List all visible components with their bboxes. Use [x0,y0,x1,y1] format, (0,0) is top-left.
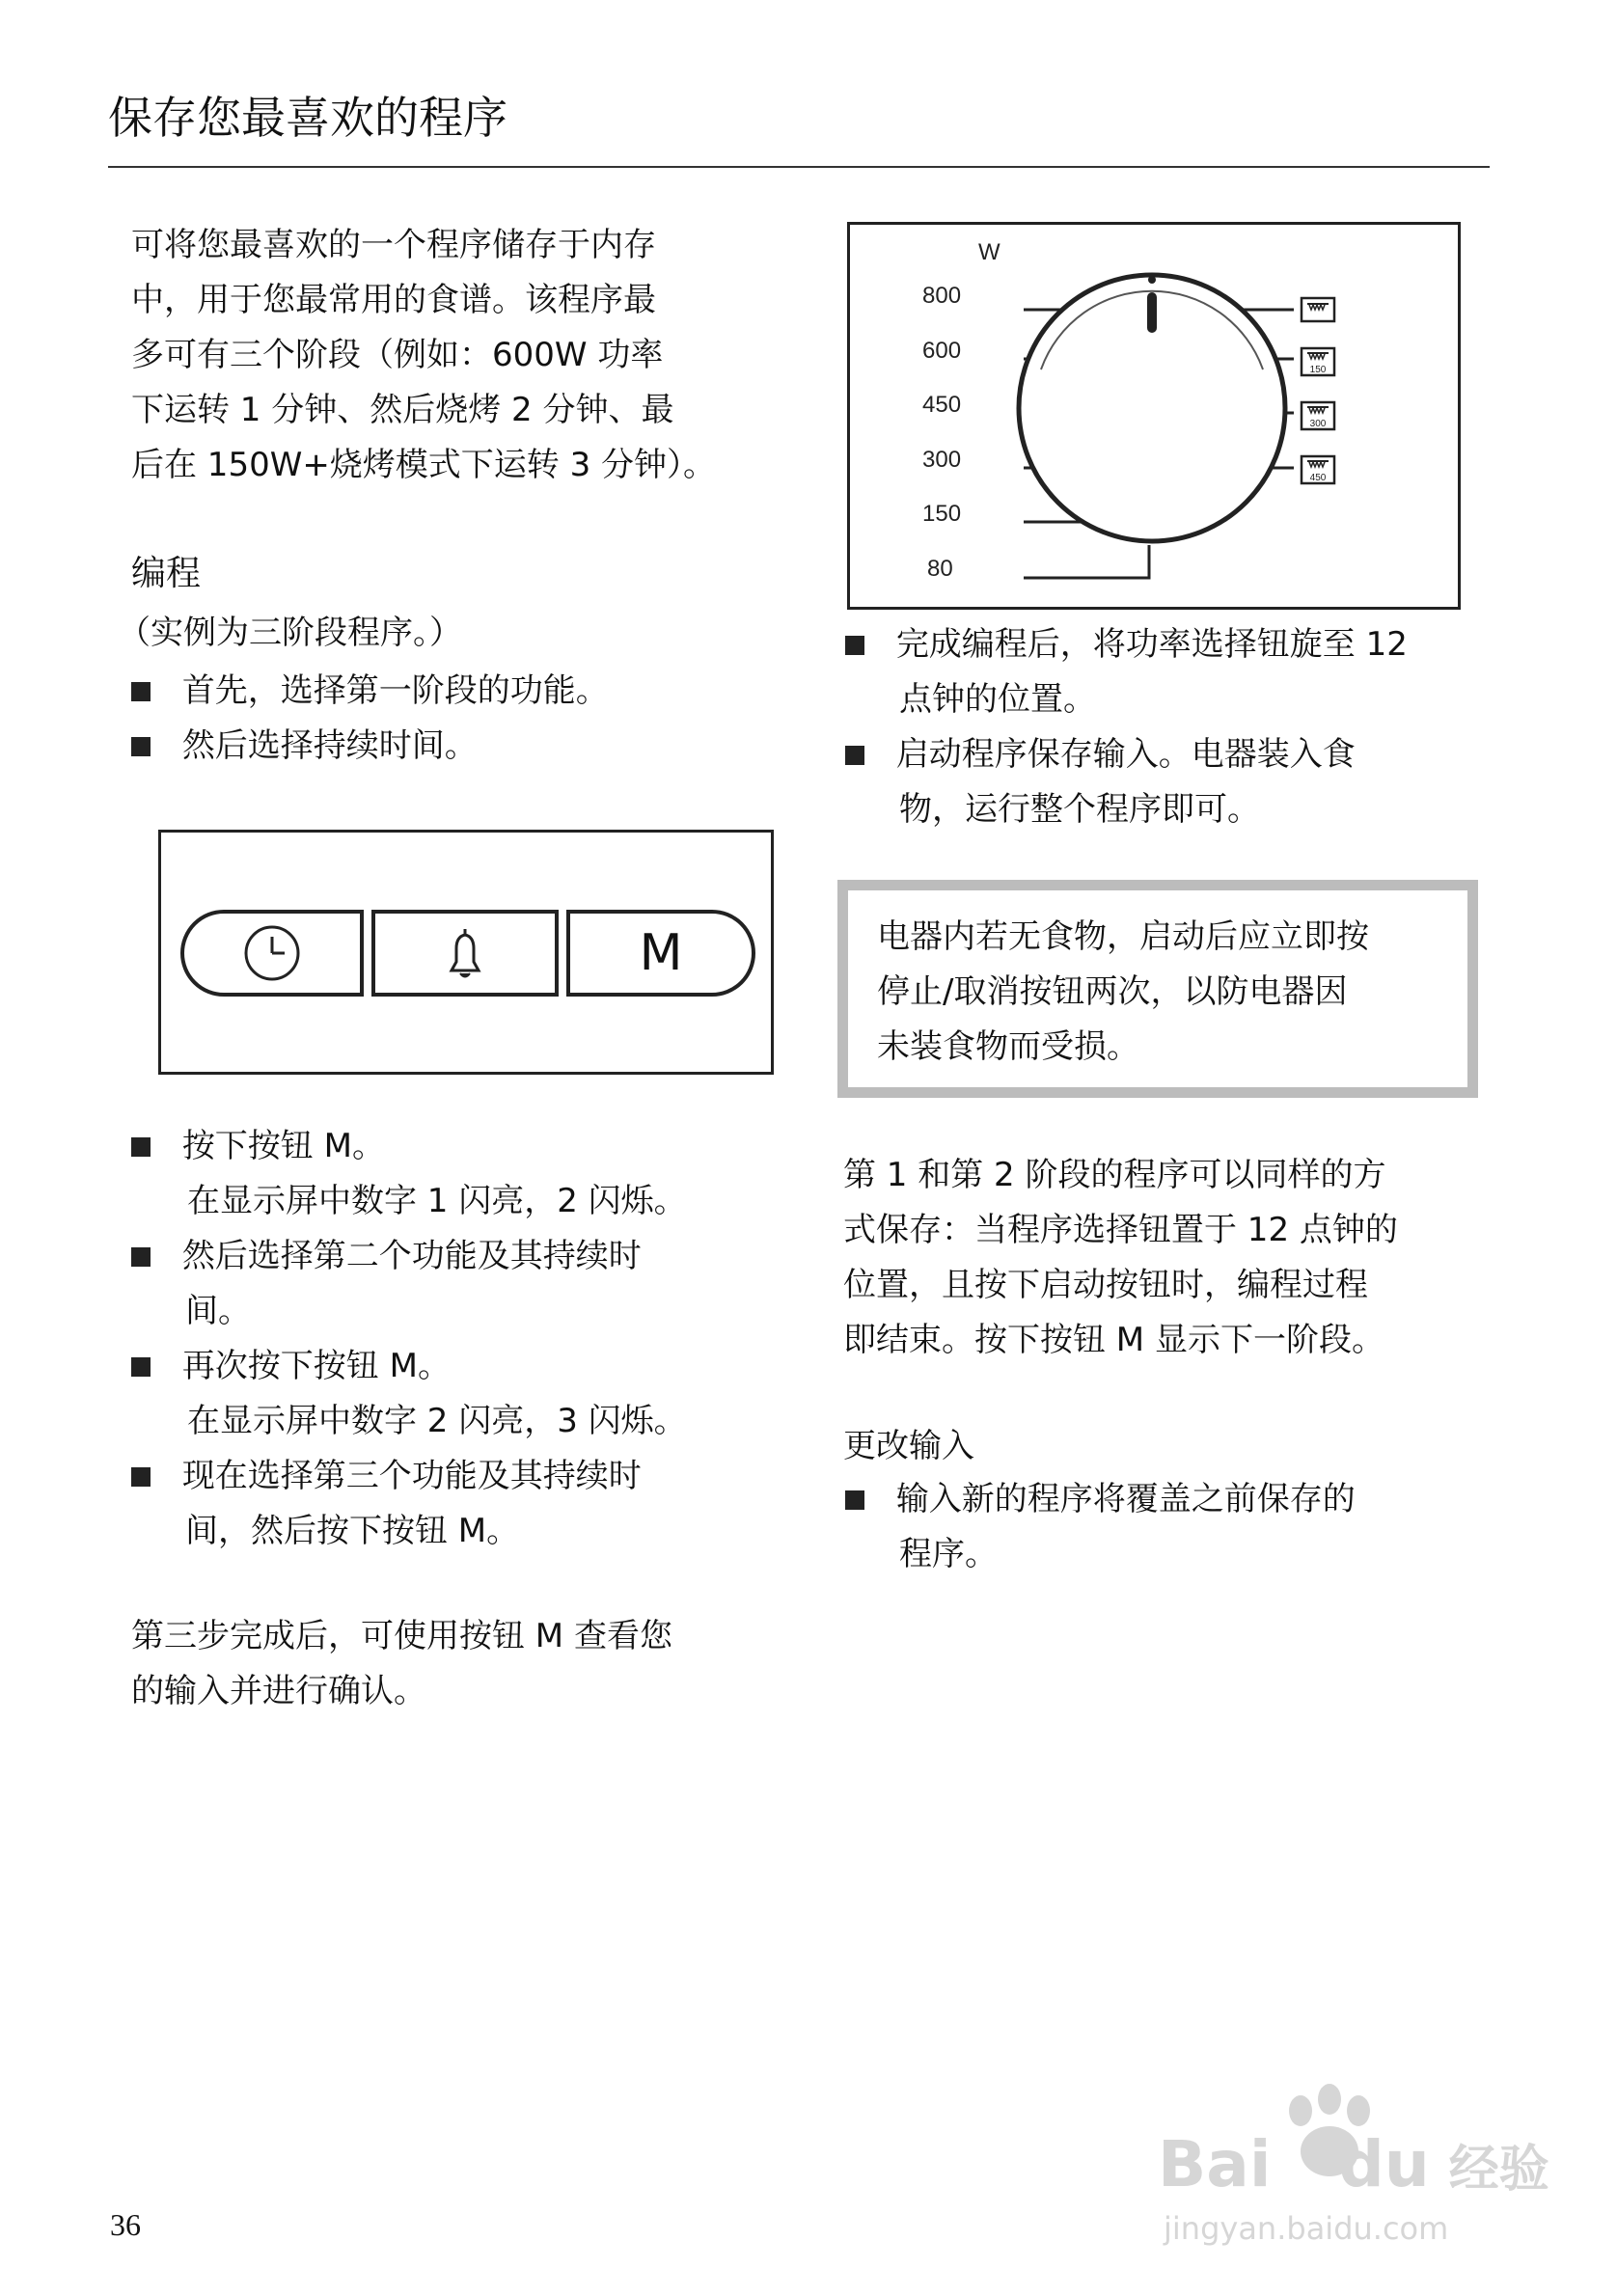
bullet-list-a [131,664,758,774]
list-item: 然后选择持续时间。 [131,719,478,774]
list-item-continuation: 点钟的位置。 [899,680,1096,719]
timer-button[interactable] [371,910,559,997]
bullet-list-c [845,617,1482,835]
bell-icon [375,914,555,993]
grill-level-label: 450 [1309,473,1327,483]
dial-level-label: 80 [927,556,953,582]
dial-marker-dot [1148,276,1156,284]
dial-unit-label: W [978,239,1000,265]
memory-button-label: M [639,924,683,982]
list-item: 然后选择第二个功能及其持续时 [131,1229,642,1284]
baidu-watermark [1158,2082,1549,2265]
clock-button[interactable] [180,910,364,997]
clock-icon [184,914,360,993]
page-number: 36 [110,2207,141,2242]
grill-combination-icon [1302,402,1334,429]
grill-combination-icon [1302,348,1334,375]
dial-level-label: 450 [922,392,962,418]
list-item: 再次按下按钮 M。 [131,1339,451,1394]
list-item: 首先，选择第一阶段的功能。 [131,664,609,719]
stages-line: 位置，且按下启动按钮时，编程过程 [843,1266,1368,1304]
power-dial-graphic [850,225,1458,607]
power-dial-illustration [847,222,1461,610]
list-item-continuation: 程序。 [899,1535,998,1573]
outro-line: 的输入并进行确认。 [131,1672,426,1710]
bullet-square-icon [845,1490,864,1510]
grill-icon [1302,298,1334,321]
change-input-heading: 更改输入 [843,1427,974,1465]
intro-line: 多可有三个阶段（例如：600W 功率 [131,336,664,374]
list-item-continuation: 物，运行整个程序即可。 [899,790,1260,829]
stages-line: 第 1 和第 2 阶段的程序可以同样的方 [843,1156,1386,1194]
list-item-continuation: 间。 [185,1292,251,1330]
programming-heading: 编程 [131,554,202,593]
control-panel-illustration [158,830,774,1075]
dial-level-label: 150 [922,501,962,527]
watermark-brand: Bai du 经验 [1158,2127,1549,2201]
bullet-square-icon [131,1137,151,1157]
grill-level-label: 300 [1309,419,1327,429]
outro-paragraph [131,1609,672,1719]
list-item: 现在选择第三个功能及其持续时 [131,1449,642,1504]
bullet-square-icon [131,682,151,701]
list-item: 完成编程后，将功率选择钮旋至 12 [845,617,1408,672]
dial-level-label: 300 [922,447,962,473]
intro-line: 中，用于您最常用的食谱。该程序最 [131,281,656,319]
notice-line: 电器内若无食物，启动后应立即按 [877,917,1369,956]
bullet-square-icon [131,1357,151,1377]
list-item: 输入新的程序将覆盖之前保存的 [845,1472,1356,1527]
bullet-square-icon [845,746,864,765]
list-item-subtext: 在显示屏中数字 2 闪亮，3 闪烁。 [187,1402,687,1440]
grill-level-label: 150 [1309,365,1327,375]
bullet-square-icon [131,737,151,756]
intro-line: 可将您最喜欢的一个程序储存于内存 [131,226,656,264]
list-item: 按下按钮 M。 [131,1119,385,1174]
programming-note: （实例为三阶段程序。） [118,614,462,652]
list-item: 启动程序保存输入。电器装入食 [845,727,1356,782]
stages-line: 式保存：当程序选择钮置于 12 点钟的 [843,1211,1398,1249]
header-rule [108,166,1490,168]
knob-pointer [1147,292,1157,333]
list-item-subtext: 在显示屏中数字 1 闪亮，2 闪烁。 [187,1182,687,1220]
intro-line: 下运转 1 分钟、然后烧烤 2 分钟、最 [131,391,674,429]
grill-combination-icon [1302,456,1334,483]
page-title: 保存您最喜欢的程序 [108,92,507,144]
warning-notice-text [877,910,1369,1075]
outro-line: 第三步完成后，可使用按钮 M 查看您 [131,1617,672,1655]
bullet-square-icon [131,1247,151,1267]
list-item-continuation: 间，然后按下按钮 M。 [185,1512,520,1550]
memory-button[interactable] [566,910,755,997]
stages-line: 即结束。按下按钮 M 显示下一阶段。 [843,1321,1384,1359]
bullet-square-icon [845,636,864,655]
watermark-url: jingyan.baidu.com [1164,2210,1449,2247]
intro-paragraph [131,218,716,493]
dial-level-label: 800 [922,283,962,309]
intro-line: 后在 150W+烧烤模式下运转 3 分钟）。 [131,446,717,484]
bullet-square-icon [131,1467,151,1487]
stages-paragraph [843,1148,1398,1368]
dial-level-label: 600 [922,338,962,364]
notice-line: 未装食物而受损。 [877,1027,1139,1066]
bullet-list-b [131,1119,807,1592]
notice-line: 停止/取消按钮两次，以防电器因 [877,972,1348,1011]
bullet-list-d [845,1472,1482,1582]
warning-notice-box [837,880,1478,1098]
